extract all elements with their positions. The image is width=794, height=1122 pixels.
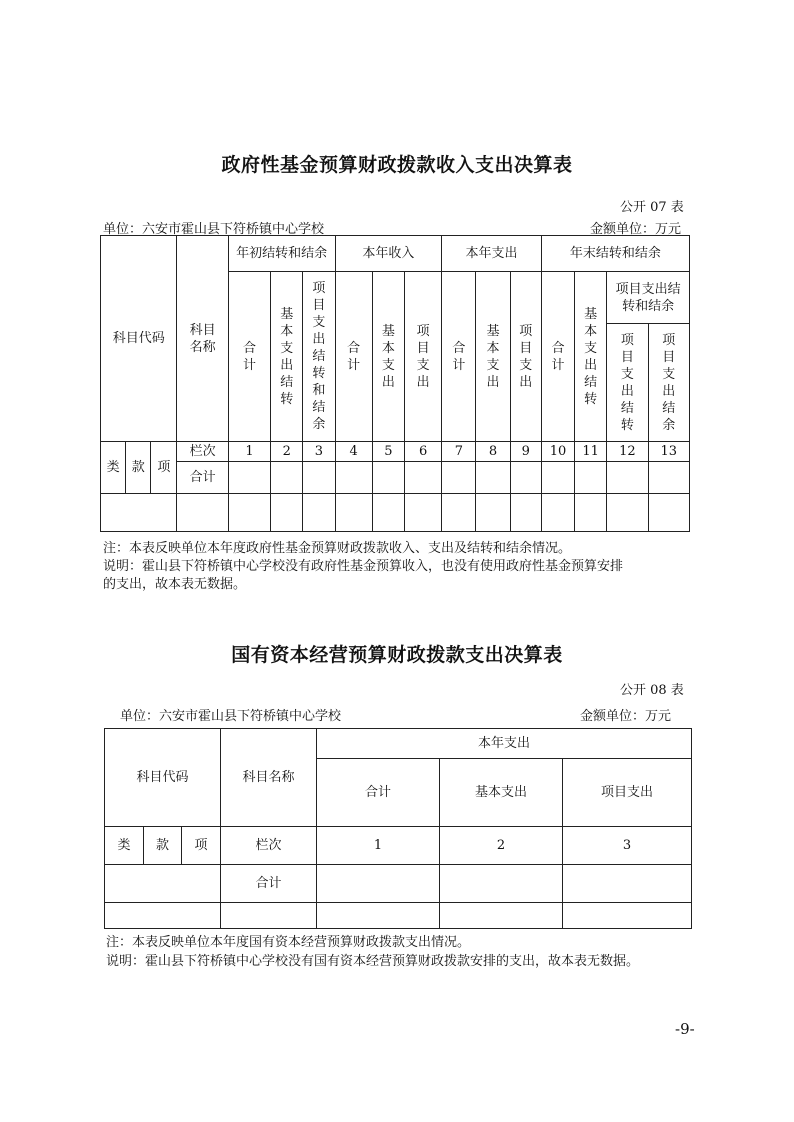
table1-amount-unit: 金额单位：万元 [590,222,682,237]
table-cell [303,462,335,494]
table-cell [442,462,476,494]
t2-label-kuan: 款 [144,827,182,865]
label-kuan: 款 [126,442,151,494]
table2 [104,728,692,929]
table1-unit: 单位：六安市霍山县下符桥镇中心学校 [103,222,325,237]
table-cell [221,903,317,929]
table-cell [101,494,177,532]
table2-code: 公开 08 表 [620,683,684,698]
col-num: 5 [372,442,404,462]
table1 [100,235,690,532]
table-cell [335,462,372,494]
table-cell [228,494,270,532]
col-expense-total: 合计 [442,272,476,442]
table2-note: 注：本表反映单位本年度国有资本经营预算财政拨款支出情况。 [106,935,471,950]
col-begin-proj-carry: 项目支出结转和结余 [303,272,335,442]
col-end-proj-carry: 项目支出结转 [607,324,648,442]
page-number: -9- [675,1020,695,1038]
table-cell [541,462,574,494]
header-group-income: 本年收入 [335,236,442,272]
table-cell [476,462,510,494]
table-cell [317,865,440,903]
col-num: 3 [303,442,335,462]
table2-title: 国有资本经营预算财政拨款支出决算表 [231,644,563,666]
col-income-basic: 基本支出 [372,272,404,442]
t2-col-total: 合计 [317,759,440,827]
t2-label-xiang: 项 [182,827,221,865]
t2-col-num: 2 [440,827,563,865]
col-num: 10 [541,442,574,462]
col-income-total: 合计 [335,272,372,442]
label-lei: 类 [101,442,126,494]
col-end-proj-group: 项目支出结转和结余 [607,272,690,324]
t2-col-proj: 项目支出 [563,759,692,827]
label-total-row: 合计 [177,462,228,494]
table-cell [317,903,440,929]
table1-title: 政府性基金预算财政拨款收入支出决算表 [221,154,573,176]
col-begin-total: 合计 [228,272,270,442]
col-num: 7 [442,442,476,462]
col-end-proj-surplus: 项目支出结余 [648,324,689,442]
table-cell [607,494,648,532]
header-group-end: 年末结转和结余 [541,236,689,272]
table1-explain-line1: 说明：霍山县下符桥镇中心学校没有政府性基金预算收入，也没有使用政府性基金预算安排 [103,559,624,574]
col-income-proj: 项目支出 [404,272,441,442]
table-cell [541,494,574,532]
label-xiang: 项 [151,442,177,494]
col-num: 8 [476,442,510,462]
table-cell [442,494,476,532]
table-cell [440,903,563,929]
col-num: 9 [510,442,541,462]
table-cell [440,865,563,903]
table-cell [372,462,404,494]
table-cell [648,462,689,494]
table-cell [303,494,335,532]
table-cell [105,865,221,903]
table-cell [510,494,541,532]
col-expense-proj: 项目支出 [510,272,541,442]
t2-label-total-row: 合计 [221,865,317,903]
col-num: 2 [271,442,303,462]
t2-header-subject-code: 科目代码 [105,729,221,827]
header-subject-name: 科目名称 [177,236,228,442]
table-cell [372,494,404,532]
table2-explain: 说明：霍山县下符桥镇中心学校没有国有资本经营预算财政拨款安排的支出，故本表无数据。 [106,954,640,969]
t2-col-num: 1 [317,827,440,865]
table-cell [271,494,303,532]
col-num: 12 [607,442,648,462]
table-cell [271,462,303,494]
table-cell [476,494,510,532]
header-group-expense: 本年支出 [442,236,542,272]
table-cell [404,494,441,532]
table-cell [510,462,541,494]
col-end-basic-carry: 基本支出结转 [575,272,607,442]
table-cell [404,462,441,494]
col-begin-basic-carry: 基本支出结转 [271,272,303,442]
col-num: 1 [228,442,270,462]
col-num: 11 [575,442,607,462]
t2-header-group-expense: 本年支出 [317,729,692,759]
table-cell [648,494,689,532]
table2-unit: 单位：六安市霍山县下符桥镇中心学校 [120,709,342,724]
t2-label-lei: 类 [105,827,144,865]
table-cell [575,494,607,532]
table-cell [105,903,221,929]
col-expense-basic: 基本支出 [476,272,510,442]
col-num: 4 [335,442,372,462]
col-num: 13 [648,442,689,462]
t2-col-num: 3 [563,827,692,865]
col-end-total: 合计 [541,272,574,442]
table-cell [575,462,607,494]
col-num: 6 [404,442,441,462]
header-group-begin: 年初结转和结余 [228,236,335,272]
table-cell [563,903,692,929]
table-cell [177,494,228,532]
table1-explain-line2: 的支出，故本表无数据。 [103,577,247,592]
header-subject-code: 科目代码 [101,236,177,442]
label-lanci: 栏次 [177,442,228,462]
table-cell [563,865,692,903]
table-cell [335,494,372,532]
table-cell [228,462,270,494]
table-cell [607,462,648,494]
t2-header-subject-name: 科目名称 [221,729,317,827]
t2-col-basic: 基本支出 [440,759,563,827]
t2-label-lanci: 栏次 [221,827,317,865]
table1-note: 注：本表反映单位本年度政府性基金预算财政拨款收入、支出及结转和结余情况。 [103,541,572,556]
table2-amount-unit: 金额单位：万元 [580,709,672,724]
table1-code: 公开 07 表 [620,200,684,215]
